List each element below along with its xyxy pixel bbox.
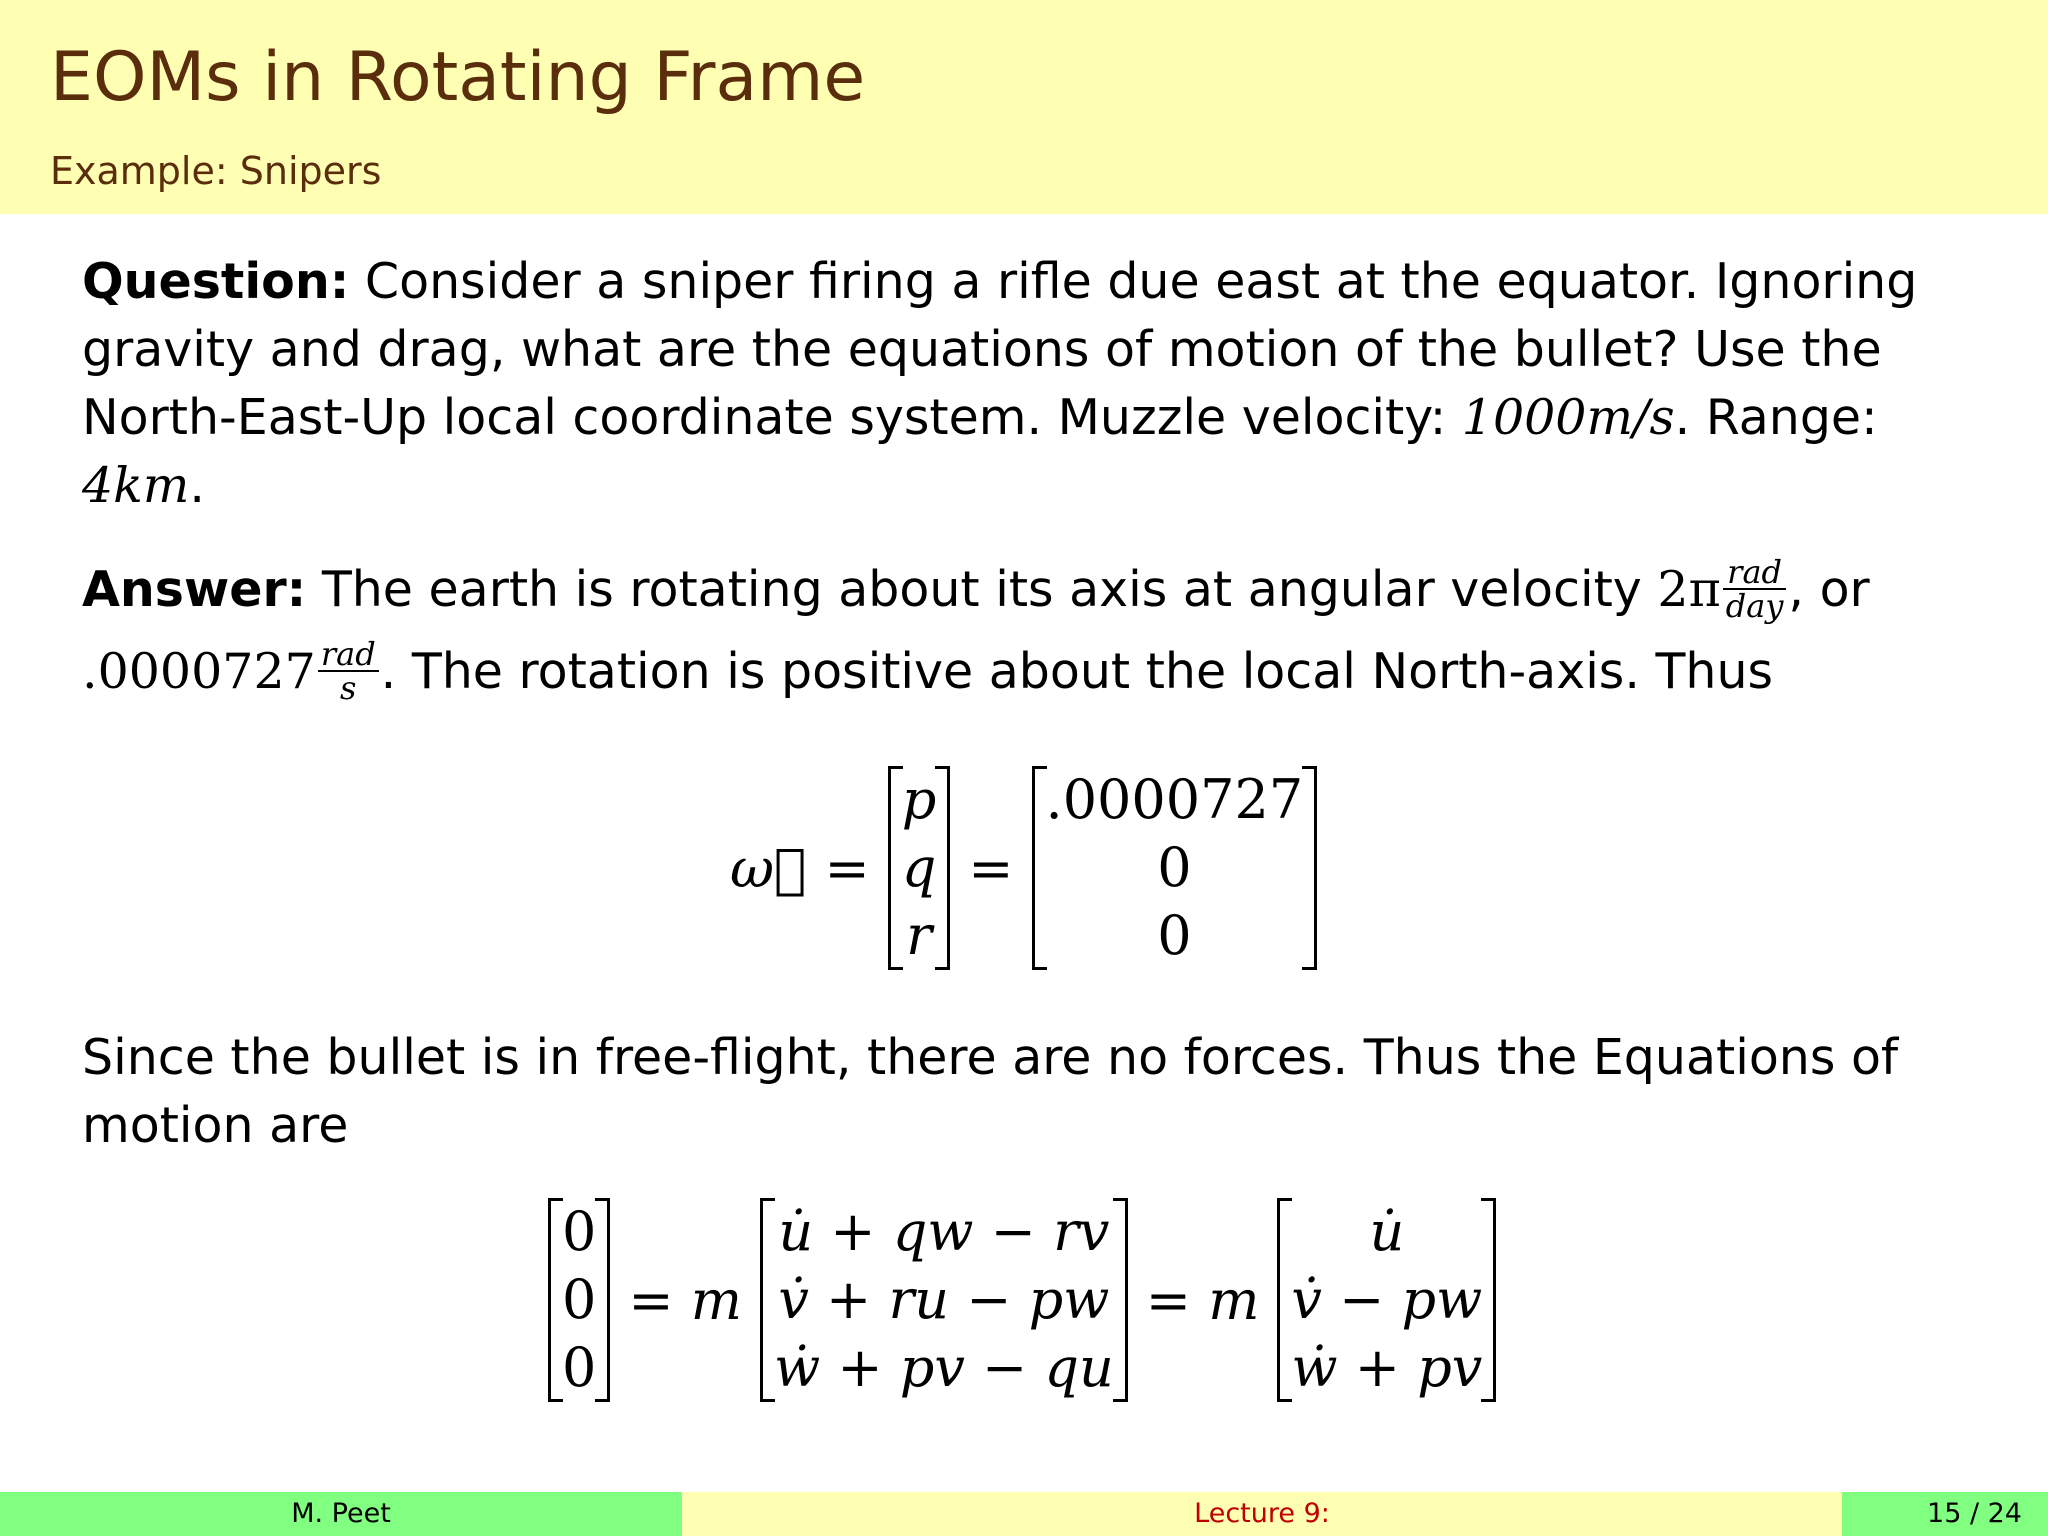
question-text-1: Consider a sniper firing a rifle due east at the equator. Ignoring — [364, 253, 1918, 310]
omega-value-2: 0 — [1157, 836, 1192, 899]
frac1-denominator: day — [1725, 586, 1784, 625]
question-line-3 — [82, 384, 1982, 452]
page-number: 15 / 24 — [1927, 1498, 2022, 1529]
zero-1: 0 — [562, 1200, 597, 1263]
range-value: 4km — [82, 457, 190, 514]
vec-q: q — [901, 836, 937, 899]
question-text-3: North-East-Up local coordinate system. Muzzle velocity: — [82, 389, 1447, 446]
since-line-2 — [82, 1092, 1982, 1160]
omega-values-vector — [1032, 766, 1318, 970]
answer-line-2 — [82, 634, 1982, 708]
footer-page-number — [1842, 1492, 2048, 1536]
answer-line-1 — [82, 552, 1982, 626]
omega-equation — [730, 766, 1317, 970]
frac2-denominator: s — [340, 668, 357, 707]
zero-2: 0 — [562, 1268, 597, 1331]
question-line-2 — [82, 316, 1982, 384]
simplified-row-3: ẇ + pv — [1291, 1336, 1483, 1399]
vec-r: r — [906, 904, 932, 967]
full-eom-vector — [760, 1198, 1128, 1402]
answer-text-2: . The rotation is positive about the local North-axis. Thus — [380, 643, 1774, 700]
frac1-numerator: rad — [1723, 556, 1787, 590]
equals-m: = m — [1145, 1268, 1260, 1332]
equals-m: = m — [628, 1268, 742, 1332]
question-line-1 — [82, 248, 1982, 316]
footer-author: M. Peet — [0, 1492, 682, 1536]
omega-value-3: 0 — [1157, 904, 1192, 967]
eom-row-3: ẇ + pv − qu — [773, 1336, 1114, 1399]
answer-text-1: The earth is rotating about its axis at angular velocity — [321, 561, 1642, 618]
angular-value: .0000727 — [82, 643, 316, 700]
two-pi: 2π — [1657, 561, 1721, 618]
omega-value-1: .0000727 — [1045, 768, 1304, 831]
answer-or: , or — [1788, 561, 1870, 618]
eom-equation — [548, 1198, 1496, 1402]
question-text-2: gravity and drag, what are the equations of motion of the bullet? Use the — [82, 321, 1882, 378]
equals-sign: = — [824, 836, 870, 900]
equals-sign: = — [968, 836, 1014, 900]
since-text-1: Since the bullet is in free-flight, there are no forces. Thus the Equations of — [82, 1029, 1899, 1086]
zero-vector — [548, 1198, 610, 1402]
eom-row-1: u̇ + qw − rv — [778, 1200, 1110, 1263]
since-text-2: motion are — [82, 1097, 349, 1154]
slide-header — [0, 0, 2048, 214]
footer-lecture: Lecture 9: — [682, 1492, 1842, 1536]
question-end: . — [189, 457, 205, 514]
slide-title: EOMs in Rotating Frame — [50, 38, 866, 117]
zero-3: 0 — [562, 1336, 597, 1399]
slide-footer — [0, 1492, 2048, 1536]
slide-subtitle: Example: Snipers — [50, 149, 382, 193]
answer-label: Answer: — [82, 561, 307, 618]
simplified-row-2: v̇ − pw — [1291, 1268, 1483, 1331]
question-label: Question: — [82, 253, 350, 310]
frac2-numerator: rad — [318, 638, 379, 672]
fraction-rad-per-s — [318, 634, 379, 707]
since-line-1 — [82, 1024, 1982, 1092]
muzzle-velocity: 1000m/s — [1461, 389, 1675, 446]
pqr-vector — [888, 766, 951, 970]
fraction-rad-per-day — [1723, 552, 1787, 625]
omega-symbol: ω⃗ — [730, 836, 807, 900]
range-label: . Range: — [1674, 389, 1878, 446]
simplified-row-1: u̇ — [1369, 1200, 1405, 1263]
vec-p: p — [901, 768, 937, 831]
question-line-4 — [82, 452, 1982, 520]
eom-row-2: v̇ + ru − pw — [778, 1268, 1110, 1331]
simplified-eom-vector — [1277, 1198, 1496, 1402]
